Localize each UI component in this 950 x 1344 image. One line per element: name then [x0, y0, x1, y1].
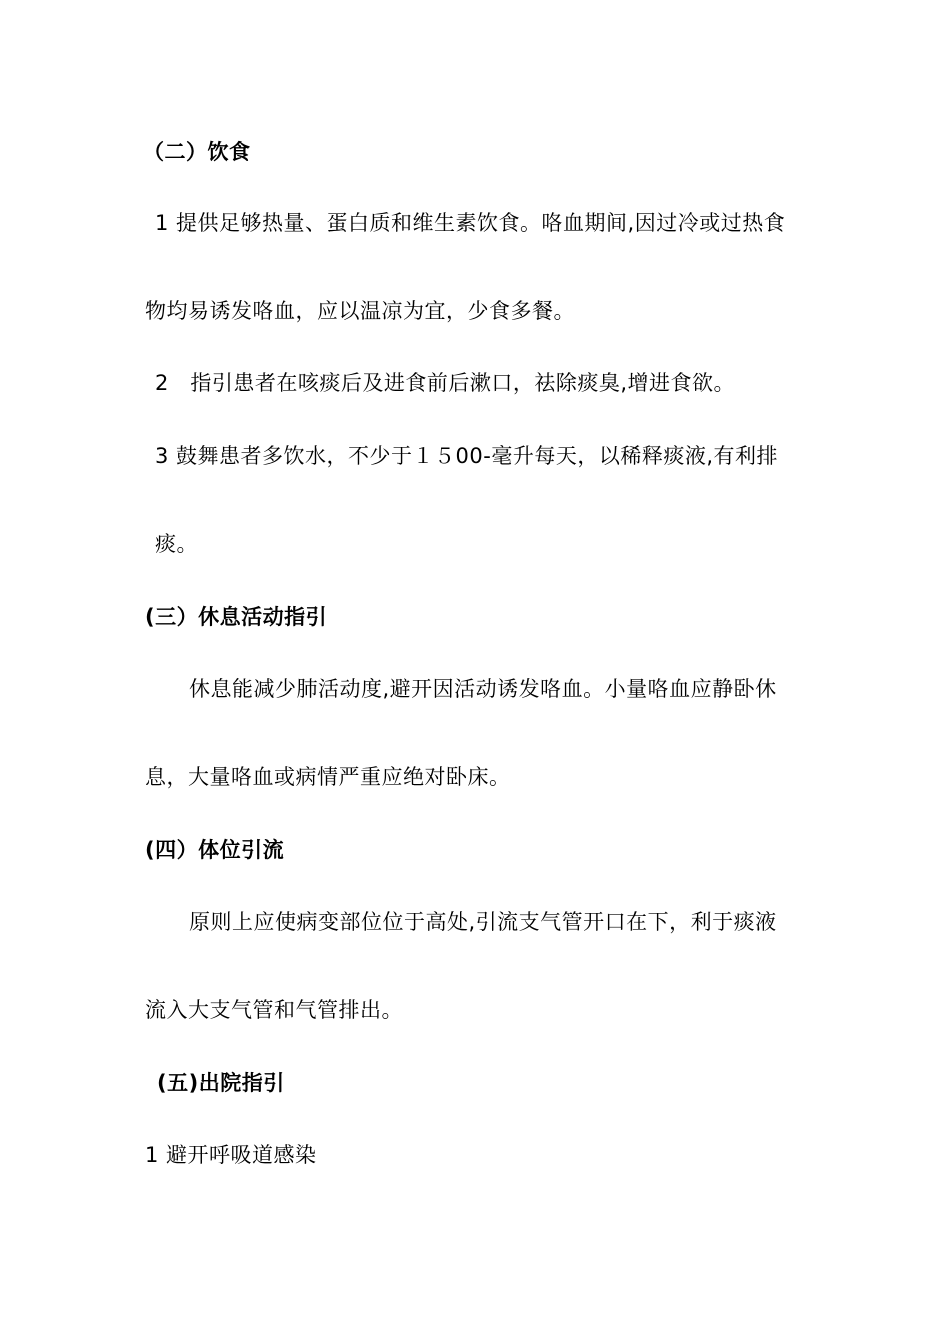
section-heading-diet: （二）饮食: [143, 140, 251, 164]
section-heading-rest: (三）休息活动指引: [145, 605, 328, 629]
paragraph-line: 痰。: [155, 532, 198, 556]
paragraph-line: 流入大支气管和气管排出。: [145, 998, 403, 1022]
paragraph-line: 物均易诱发咯血，应以温凉为宜，少食多餐。: [145, 299, 575, 323]
paragraph-line: 2 指引患者在咳痰后及进食前后漱口，祛除痰臭,增进食欲。: [155, 371, 736, 395]
paragraph-line: 1 提供足够热量、蛋白质和维生素饮食。咯血期间,因过冷或过热食: [155, 211, 786, 235]
paragraph-line: 原则上应使病变部位位于高处,引流支气管开口在下，利于痰液: [189, 910, 777, 934]
paragraph-line: 3 鼓舞患者多饮水，不少于１５00-毫升每天，以稀释痰液,有利排: [155, 444, 779, 468]
paragraph-line: 息，大量咯血或病情严重应绝对卧床。: [145, 765, 511, 789]
paragraph-line: 1 避开呼吸道感染: [145, 1143, 317, 1167]
section-heading-discharge: (五)出院指引: [157, 1071, 285, 1095]
paragraph-line: 休息能减少肺活动度,避开因活动诱发咯血。小量咯血应静卧休: [189, 677, 777, 701]
section-heading-postural-drainage: (四）体位引流: [145, 838, 285, 862]
